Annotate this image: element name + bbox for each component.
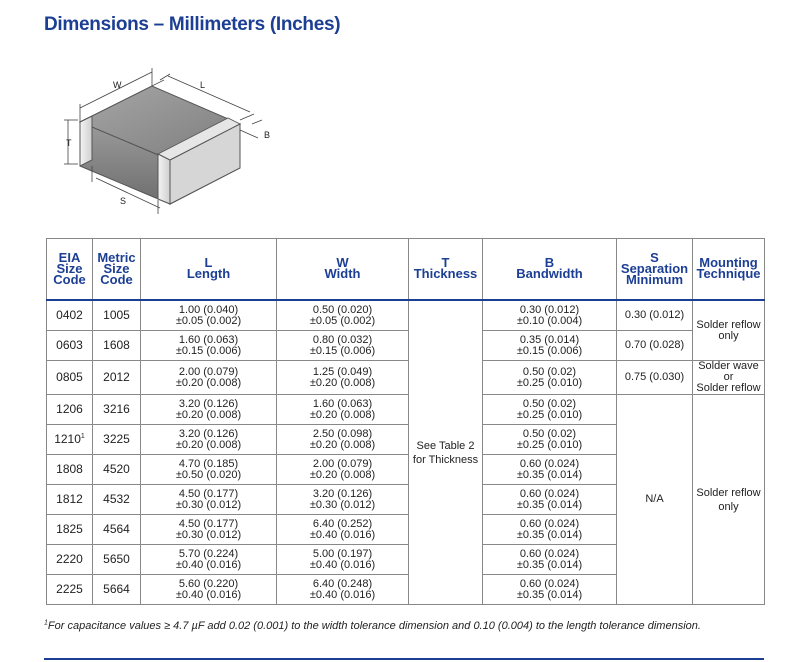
separation-cell: 0.75 (0.030) <box>617 361 693 395</box>
table-row <box>47 395 765 425</box>
width-cell: 6.40 (0.248) ±0.40 (0.016) <box>277 575 409 605</box>
footnote <box>44 620 701 632</box>
width-cell: 0.50 (0.020) ±0.05 (0.002) <box>277 300 409 331</box>
metric-code-cell: 1005 <box>93 300 141 331</box>
bandwidth-cell: 0.35 (0.014) ±0.15 (0.006) <box>483 331 617 361</box>
footnote-text: For capacitance values ≥ 4.7 µF add 0.02 (0.001) to the width tolerance dimension and 0.10 (0.004) to the length tolerance dimension. <box>47 620 701 632</box>
label-t: T <box>66 138 72 148</box>
width-cell: 0.80 (0.032) ±0.15 (0.006) <box>277 331 409 361</box>
header-mounting-technique: Mounting Technique <box>693 239 765 301</box>
length-cell: 3.20 (0.126) ±0.20 (0.008) <box>141 425 277 455</box>
length-cell: 3.20 (0.126) ±0.20 (0.008) <box>141 395 277 425</box>
label-w: W <box>113 80 122 90</box>
eia-code-cell: 1808 <box>47 455 93 485</box>
header-length: L Length <box>141 239 277 301</box>
header-metric-size-code: Metric Size Code <box>93 239 141 301</box>
width-cell: 2.00 (0.079) ±0.20 (0.008) <box>277 455 409 485</box>
table-row <box>47 300 765 331</box>
length-cell: 4.70 (0.185) ±0.50 (0.020) <box>141 455 277 485</box>
width-cell: 1.60 (0.063) ±0.20 (0.008) <box>277 395 409 425</box>
separation-cell: 0.70 (0.028) <box>617 331 693 361</box>
mounting-cell: Solder reflow only <box>693 395 765 605</box>
length-cell: 1.60 (0.063) ±0.15 (0.006) <box>141 331 277 361</box>
metric-code-cell: 4532 <box>93 485 141 515</box>
label-s: S <box>120 196 127 206</box>
width-cell: 5.00 (0.197) ±0.40 (0.016) <box>277 545 409 575</box>
eia-code-cell: 1206 <box>47 395 93 425</box>
mounting-cell: Solder reflow only <box>693 300 765 361</box>
metric-code-cell: 2012 <box>93 361 141 395</box>
header-eia-size-code: EIA Size Code <box>47 239 93 301</box>
width-cell: 2.50 (0.098) ±0.20 (0.008) <box>277 425 409 455</box>
eia-code-cell: 1812 <box>47 485 93 515</box>
capacitor-dimension-diagram <box>40 58 300 228</box>
bandwidth-cell: 0.60 (0.024) ±0.35 (0.014) <box>483 455 617 485</box>
eia-code-cell: 1825 <box>47 515 93 545</box>
metric-code-cell: 1608 <box>93 331 141 361</box>
header-thickness: T Thickness <box>409 239 483 301</box>
label-b: B <box>264 130 271 140</box>
label-l: L <box>200 80 206 90</box>
table-row <box>47 331 765 361</box>
metric-code-cell: 3225 <box>93 425 141 455</box>
metric-code-cell: 4520 <box>93 455 141 485</box>
footnote-marker: 1 <box>80 433 85 440</box>
eia-code-cell: 2225 <box>47 575 93 605</box>
bandwidth-cell: 0.60 (0.024) ±0.35 (0.014) <box>483 515 617 545</box>
mounting-cell: Solder wave or Solder reflow <box>693 361 765 395</box>
metric-code-cell: 5664 <box>93 575 141 605</box>
footnote-number: 1 <box>44 619 48 627</box>
bandwidth-cell: 0.30 (0.012) ±0.10 (0.004) <box>483 300 617 331</box>
dimensions-table <box>46 238 765 605</box>
header-width: W Width <box>277 239 409 301</box>
length-cell: 5.60 (0.220) ±0.40 (0.016) <box>141 575 277 605</box>
length-cell: 4.50 (0.177) ±0.30 (0.012) <box>141 485 277 515</box>
width-cell: 3.20 (0.126) ±0.30 (0.012) <box>277 485 409 515</box>
page-title: Dimensions – Millimeters (Inches) <box>44 14 341 35</box>
header-row <box>47 239 765 301</box>
length-cell: 5.70 (0.224) ±0.40 (0.016) <box>141 545 277 575</box>
length-cell: 4.50 (0.177) ±0.30 (0.012) <box>141 515 277 545</box>
bandwidth-cell: 0.60 (0.024) ±0.35 (0.014) <box>483 575 617 605</box>
metric-code-cell: 3216 <box>93 395 141 425</box>
bandwidth-cell: 0.50 (0.02) ±0.25 (0.010) <box>483 361 617 395</box>
eia-code-cell: 1210$^1$ <box>47 425 93 455</box>
width-cell: 6.40 (0.252) ±0.40 (0.016) <box>277 515 409 545</box>
table-row <box>47 361 765 395</box>
metric-code-cell: 4564 <box>93 515 141 545</box>
length-cell: 2.00 (0.079) ±0.20 (0.008) <box>141 361 277 395</box>
bandwidth-cell: 0.60 (0.024) ±0.35 (0.014) <box>483 545 617 575</box>
separation-cell: 0.30 (0.012) <box>617 300 693 331</box>
eia-code-cell: 2220 <box>47 545 93 575</box>
separation-na-cell: N/A <box>617 395 693 605</box>
bandwidth-cell: 0.60 (0.024) ±0.35 (0.014) <box>483 485 617 515</box>
bandwidth-cell: 0.50 (0.02) ±0.25 (0.010) <box>483 425 617 455</box>
eia-code-cell: 0603 <box>47 331 93 361</box>
eia-code-cell: 0402 <box>47 300 93 331</box>
width-cell: 1.25 (0.049) ±0.20 (0.008) <box>277 361 409 395</box>
bandwidth-cell: 0.50 (0.02) ±0.25 (0.010) <box>483 395 617 425</box>
bottom-rule <box>44 658 764 660</box>
header-bandwidth: B Bandwidth <box>483 239 617 301</box>
thickness-merged-cell: See Table 2 for Thickness <box>409 300 483 605</box>
header-separation-minimum: S Separation Minimum <box>617 239 693 301</box>
metric-code-cell: 5650 <box>93 545 141 575</box>
length-cell: 1.00 (0.040) ±0.05 (0.002) <box>141 300 277 331</box>
eia-code-cell: 0805 <box>47 361 93 395</box>
